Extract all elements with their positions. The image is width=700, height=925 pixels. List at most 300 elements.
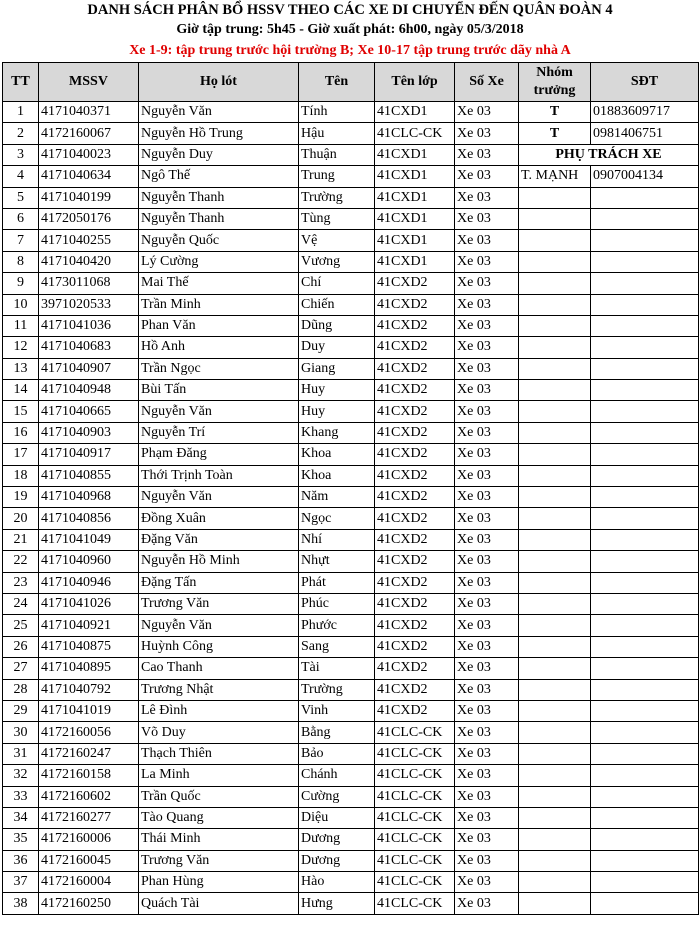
cell-sdt: 01883609717: [591, 102, 699, 123]
table-row: [3, 529, 699, 550]
cell-mssv: 4171040683: [39, 337, 139, 358]
cell-ten: Vệ: [299, 230, 375, 251]
table-row: [3, 123, 699, 144]
table-row: [3, 722, 699, 743]
cell-sdt: [591, 337, 699, 358]
document-header: [0, 0, 700, 62]
cell-sdt: [591, 251, 699, 272]
cell-so-xe: Xe 03: [455, 615, 519, 636]
cell-mssv: 4171041026: [39, 593, 139, 614]
cell-ten-lop: 41CXD1: [375, 144, 455, 165]
cell-ten: Dũng: [299, 315, 375, 336]
table-row: [3, 380, 699, 401]
cell-tt: 33: [3, 786, 39, 807]
cell-ten-lop: 41CXD2: [375, 294, 455, 315]
cell-tt: 21: [3, 529, 39, 550]
cell-ten-lop: 41CLC-CK: [375, 807, 455, 828]
cell-ten: Tính: [299, 102, 375, 123]
cell-tt: 37: [3, 872, 39, 893]
cell-ten-lop: 41CLC-CK: [375, 722, 455, 743]
cell-so-xe: Xe 03: [455, 765, 519, 786]
cell-nhom-truong: [519, 230, 591, 251]
table-row: [3, 786, 699, 807]
cell-ho-lot: Võ Duy: [139, 722, 299, 743]
cell-ten-lop: 41CXD2: [375, 465, 455, 486]
cell-sdt: [591, 422, 699, 443]
table-row: [3, 166, 699, 187]
table-row: [3, 144, 699, 165]
cell-sdt: [591, 679, 699, 700]
cell-sdt: [591, 208, 699, 229]
cell-nhom-truong: [519, 572, 591, 593]
cell-ho-lot: Ngô Thế: [139, 166, 299, 187]
cell-nhom-truong: [519, 786, 591, 807]
cell-sdt: [591, 722, 699, 743]
cell-ten: Huy: [299, 380, 375, 401]
cell-mssv: 4171041036: [39, 315, 139, 336]
cell-ten: Bằng: [299, 722, 375, 743]
cell-ten: Phát: [299, 572, 375, 593]
cell-nhom-truong: [519, 187, 591, 208]
cell-tt: 13: [3, 358, 39, 379]
cell-mssv: 4171040895: [39, 658, 139, 679]
cell-sdt: [591, 508, 699, 529]
cell-ten-lop: 41CLC-CK: [375, 743, 455, 764]
cell-so-xe: Xe 03: [455, 786, 519, 807]
cell-ten: Trường: [299, 187, 375, 208]
table-row: [3, 401, 699, 422]
cell-ho-lot: Cao Thanh: [139, 658, 299, 679]
cell-nhom-truong: [519, 487, 591, 508]
table-row: [3, 807, 699, 828]
cell-ho-lot: Trương Văn: [139, 593, 299, 614]
cell-so-xe: Xe 03: [455, 380, 519, 401]
cell-nhom-truong: [519, 422, 591, 443]
cell-sdt: [591, 593, 699, 614]
cell-tt: 31: [3, 743, 39, 764]
cell-so-xe: Xe 03: [455, 337, 519, 358]
cell-ten-lop: 41CXD2: [375, 593, 455, 614]
cell-so-xe: Xe 03: [455, 144, 519, 165]
cell-ho-lot: Nguyễn Văn: [139, 487, 299, 508]
cell-mssv: 4172160158: [39, 765, 139, 786]
cell-mssv: 3971020533: [39, 294, 139, 315]
cell-mssv: 4172160247: [39, 743, 139, 764]
cell-nhom-truong: [519, 829, 591, 850]
cell-ten: Huy: [299, 401, 375, 422]
cell-sdt: [591, 529, 699, 550]
cell-ten-lop: 41CXD2: [375, 401, 455, 422]
cell-ten: Bảo: [299, 743, 375, 764]
cell-mssv: 4171041049: [39, 529, 139, 550]
cell-nhom-truong: [519, 465, 591, 486]
cell-ten-lop: 41CLC-CK: [375, 872, 455, 893]
cell-ten: Thuận: [299, 144, 375, 165]
cell-so-xe: Xe 03: [455, 294, 519, 315]
table-row: [3, 208, 699, 229]
cell-mssv: 4171040960: [39, 551, 139, 572]
cell-so-xe: Xe 03: [455, 187, 519, 208]
cell-ho-lot: Lê Đình: [139, 700, 299, 721]
cell-so-xe: Xe 03: [455, 487, 519, 508]
cell-nhom-truong: [519, 551, 591, 572]
cell-ten: Hậu: [299, 123, 375, 144]
cell-so-xe: Xe 03: [455, 508, 519, 529]
cell-sdt: [591, 765, 699, 786]
cell-tt: 30: [3, 722, 39, 743]
cell-so-xe: Xe 03: [455, 166, 519, 187]
table-row: [3, 850, 699, 871]
cell-nhom-truong: [519, 251, 591, 272]
cell-ho-lot: Lý Cường: [139, 251, 299, 272]
cell-sdt: [591, 636, 699, 657]
cell-mssv: 4171040855: [39, 465, 139, 486]
cell-sdt: [591, 743, 699, 764]
cell-so-xe: Xe 03: [455, 807, 519, 828]
cell-tt: 5: [3, 187, 39, 208]
cell-sdt: [591, 700, 699, 721]
table-row: [3, 551, 699, 572]
cell-ten-lop: 41CXD2: [375, 551, 455, 572]
cell-ten-lop: 41CLC-CK: [375, 850, 455, 871]
cell-tt: 18: [3, 465, 39, 486]
cell-nhom-truong: [519, 893, 591, 914]
header-ho-lot: Họ lót: [139, 63, 299, 102]
cell-nhom-truong: [519, 722, 591, 743]
cell-ho-lot: Nguyễn Hồ Trung: [139, 123, 299, 144]
cell-ten: Khoa: [299, 444, 375, 465]
cell-nhom-truong: [519, 679, 591, 700]
cell-so-xe: Xe 03: [455, 572, 519, 593]
table-row: [3, 700, 699, 721]
cell-mssv: 4171040634: [39, 166, 139, 187]
cell-ten-lop: 41CXD2: [375, 358, 455, 379]
phu-trach-xe-label: PHỤ TRÁCH XE: [519, 144, 699, 165]
cell-ten-lop: 41CLC-CK: [375, 829, 455, 850]
cell-ten-lop: 41CXD2: [375, 315, 455, 336]
cell-mssv: 4173011068: [39, 273, 139, 294]
cell-sdt: [591, 615, 699, 636]
cell-ten-lop: 41CXD2: [375, 337, 455, 358]
cell-tt: 25: [3, 615, 39, 636]
cell-ho-lot: Nguyễn Trí: [139, 422, 299, 443]
cell-ho-lot: Phạm Đăng: [139, 444, 299, 465]
cell-nhom-truong: [519, 615, 591, 636]
cell-ten-lop: 41CXD2: [375, 636, 455, 657]
cell-ho-lot: Nguyễn Thanh: [139, 208, 299, 229]
table-row: [3, 893, 699, 914]
table-header-row: [3, 63, 699, 102]
cell-tt: 10: [3, 294, 39, 315]
cell-nhom-truong: [519, 593, 591, 614]
cell-tt: 11: [3, 315, 39, 336]
cell-sdt: [591, 893, 699, 914]
cell-nhom-truong: [519, 529, 591, 550]
cell-mssv: 4171040023: [39, 144, 139, 165]
cell-ho-lot: Thạch Thiên: [139, 743, 299, 764]
header-ten: Tên: [299, 63, 375, 102]
cell-so-xe: Xe 03: [455, 208, 519, 229]
cell-ten: Sang: [299, 636, 375, 657]
cell-ten-lop: 41CXD2: [375, 508, 455, 529]
document-subtitle: Giờ tập trung: 5h45 - Giờ xuất phát: 6h00, ngày 05/3/2018: [176, 22, 524, 37]
cell-tt: 36: [3, 850, 39, 871]
document-title: DANH SÁCH PHÂN BỔ HSSV THEO CÁC XE DI CHUYỂN ĐẾN QUÂN ĐOÀN 4: [87, 2, 613, 18]
cell-mssv: 4171040968: [39, 487, 139, 508]
cell-so-xe: Xe 03: [455, 401, 519, 422]
table-row: [3, 765, 699, 786]
cell-sdt: [591, 551, 699, 572]
cell-nhom-truong: [519, 444, 591, 465]
cell-ho-lot: Phan Văn: [139, 315, 299, 336]
cell-ten: Duy: [299, 337, 375, 358]
cell-nhom-truong: T. MẠNH: [519, 166, 591, 187]
table-row: [3, 615, 699, 636]
cell-ten-lop: 41CXD1: [375, 102, 455, 123]
cell-mssv: 4172160056: [39, 722, 139, 743]
cell-ten: Nhí: [299, 529, 375, 550]
cell-so-xe: Xe 03: [455, 251, 519, 272]
cell-mssv: 4171040903: [39, 422, 139, 443]
cell-ten-lop: 41CXD2: [375, 658, 455, 679]
cell-tt: 35: [3, 829, 39, 850]
cell-sdt: [591, 401, 699, 422]
cell-ho-lot: Phan Hùng: [139, 872, 299, 893]
cell-ten: Trung: [299, 166, 375, 187]
cell-sdt: [591, 829, 699, 850]
cell-so-xe: Xe 03: [455, 422, 519, 443]
cell-ten-lop: 41CXD2: [375, 572, 455, 593]
cell-mssv: 4171040948: [39, 380, 139, 401]
cell-ten-lop: 41CLC-CK: [375, 123, 455, 144]
cell-so-xe: Xe 03: [455, 123, 519, 144]
cell-ten-lop: 41CXD2: [375, 700, 455, 721]
cell-ho-lot: Đồng Xuân: [139, 508, 299, 529]
table-row: [3, 315, 699, 336]
cell-sdt: [591, 273, 699, 294]
cell-ten: Chiến: [299, 294, 375, 315]
cell-tt: 20: [3, 508, 39, 529]
header-so-xe: Số Xe: [455, 63, 519, 102]
cell-ten: Chí: [299, 273, 375, 294]
cell-tt: 34: [3, 807, 39, 828]
cell-so-xe: Xe 03: [455, 273, 519, 294]
cell-ten-lop: 41CXD2: [375, 679, 455, 700]
cell-tt: 19: [3, 487, 39, 508]
cell-nhom-truong: [519, 358, 591, 379]
cell-so-xe: Xe 03: [455, 315, 519, 336]
cell-so-xe: Xe 03: [455, 529, 519, 550]
header-sdt: SĐT: [591, 63, 699, 102]
cell-ten-lop: 41CLC-CK: [375, 893, 455, 914]
cell-mssv: 4172050176: [39, 208, 139, 229]
cell-nhom-truong: [519, 765, 591, 786]
cell-sdt: [591, 786, 699, 807]
cell-tt: 14: [3, 380, 39, 401]
table-row: [3, 829, 699, 850]
table-row: [3, 444, 699, 465]
cell-ho-lot: Nguyễn Văn: [139, 102, 299, 123]
cell-so-xe: Xe 03: [455, 465, 519, 486]
table-row: [3, 230, 699, 251]
cell-nhom-truong: [519, 315, 591, 336]
cell-ten: Hưng: [299, 893, 375, 914]
cell-nhom-truong: [519, 337, 591, 358]
cell-tt: 9: [3, 273, 39, 294]
cell-mssv: 4172160067: [39, 123, 139, 144]
student-bus-table: [2, 62, 699, 915]
cell-mssv: 4172160277: [39, 807, 139, 828]
cell-nhom-truong: T: [519, 102, 591, 123]
table-row: [3, 187, 699, 208]
table-row: [3, 337, 699, 358]
cell-ten-lop: 41CXD2: [375, 380, 455, 401]
cell-tt: 32: [3, 765, 39, 786]
cell-nhom-truong: [519, 208, 591, 229]
cell-so-xe: Xe 03: [455, 551, 519, 572]
header-tt: TT: [3, 63, 39, 102]
cell-ten-lop: 41CXD1: [375, 251, 455, 272]
cell-sdt: [591, 658, 699, 679]
cell-so-xe: Xe 03: [455, 850, 519, 871]
cell-ten-lop: 41CXD2: [375, 487, 455, 508]
cell-sdt: [591, 872, 699, 893]
gathering-note: Xe 1-9: tập trung trước hội trường B; Xe 10-17 tập trung trước dãy nhà A: [129, 43, 571, 58]
cell-nhom-truong: [519, 807, 591, 828]
table-row: [3, 102, 699, 123]
cell-ten: Phúc: [299, 593, 375, 614]
cell-so-xe: Xe 03: [455, 743, 519, 764]
cell-ten-lop: 41CXD2: [375, 422, 455, 443]
cell-tt: 29: [3, 700, 39, 721]
cell-ten-lop: 41CXD1: [375, 166, 455, 187]
cell-tt: 38: [3, 893, 39, 914]
cell-ho-lot: Trương Nhật: [139, 679, 299, 700]
table-row: [3, 679, 699, 700]
cell-mssv: 4171040946: [39, 572, 139, 593]
cell-sdt: [591, 230, 699, 251]
cell-ten: Giang: [299, 358, 375, 379]
cell-so-xe: Xe 03: [455, 358, 519, 379]
header-ten-lop: Tên lớp: [375, 63, 455, 102]
cell-ho-lot: Huỳnh Công: [139, 636, 299, 657]
cell-mssv: 4172160250: [39, 893, 139, 914]
cell-mssv: 4172160004: [39, 872, 139, 893]
cell-so-xe: Xe 03: [455, 700, 519, 721]
cell-ten: Tài: [299, 658, 375, 679]
cell-nhom-truong: [519, 636, 591, 657]
cell-mssv: 4171040917: [39, 444, 139, 465]
cell-mssv: 4171040875: [39, 636, 139, 657]
cell-ho-lot: Trần Minh: [139, 294, 299, 315]
cell-sdt: [591, 850, 699, 871]
cell-so-xe: Xe 03: [455, 893, 519, 914]
cell-ten-lop: 41CXD1: [375, 230, 455, 251]
cell-sdt: [591, 487, 699, 508]
table-row: [3, 294, 699, 315]
table-row: [3, 251, 699, 272]
cell-so-xe: Xe 03: [455, 829, 519, 850]
cell-ho-lot: Tào Quang: [139, 807, 299, 828]
cell-mssv: 4172160045: [39, 850, 139, 871]
cell-nhom-truong: [519, 380, 591, 401]
cell-nhom-truong: [519, 401, 591, 422]
cell-tt: 12: [3, 337, 39, 358]
cell-ho-lot: Bùi Tấn: [139, 380, 299, 401]
cell-ten: Phước: [299, 615, 375, 636]
cell-sdt: [591, 380, 699, 401]
cell-tt: 23: [3, 572, 39, 593]
cell-ho-lot: Nguyễn Văn: [139, 401, 299, 422]
cell-sdt: [591, 294, 699, 315]
cell-tt: 28: [3, 679, 39, 700]
table-row: [3, 636, 699, 657]
cell-nhom-truong: [519, 273, 591, 294]
cell-ten: Tùng: [299, 208, 375, 229]
table-row: [3, 508, 699, 529]
cell-ten: Khang: [299, 422, 375, 443]
cell-nhom-truong: [519, 658, 591, 679]
table-row: [3, 465, 699, 486]
cell-ho-lot: Nguyễn Văn: [139, 615, 299, 636]
cell-tt: 7: [3, 230, 39, 251]
cell-tt: 27: [3, 658, 39, 679]
cell-ho-lot: Đặng Văn: [139, 529, 299, 550]
cell-so-xe: Xe 03: [455, 444, 519, 465]
cell-ten: Vương: [299, 251, 375, 272]
cell-ho-lot: La Minh: [139, 765, 299, 786]
cell-sdt: [591, 807, 699, 828]
table-row: [3, 273, 699, 294]
cell-tt: 3: [3, 144, 39, 165]
table-row: [3, 358, 699, 379]
cell-ho-lot: Nguyễn Duy: [139, 144, 299, 165]
cell-ten-lop: 41CXD1: [375, 187, 455, 208]
table-row: [3, 422, 699, 443]
cell-ten: Hào: [299, 872, 375, 893]
cell-sdt: [591, 187, 699, 208]
cell-tt: 17: [3, 444, 39, 465]
cell-tt: 26: [3, 636, 39, 657]
table-body: [3, 102, 699, 915]
cell-ten-lop: 41CLC-CK: [375, 786, 455, 807]
table-row: [3, 872, 699, 893]
cell-ho-lot: Thới Trịnh Toàn: [139, 465, 299, 486]
header-mssv: MSSV: [39, 63, 139, 102]
cell-ten-lop: 41CXD2: [375, 615, 455, 636]
cell-sdt: 0981406751: [591, 123, 699, 144]
cell-nhom-truong: [519, 508, 591, 529]
cell-ten: Chánh: [299, 765, 375, 786]
cell-ten: Diệu: [299, 807, 375, 828]
cell-ten-lop: 41CXD2: [375, 444, 455, 465]
cell-ten: Nhựt: [299, 551, 375, 572]
cell-tt: 22: [3, 551, 39, 572]
cell-mssv: 4171041019: [39, 700, 139, 721]
cell-ho-lot: Hồ Anh: [139, 337, 299, 358]
cell-sdt: [591, 315, 699, 336]
cell-tt: 15: [3, 401, 39, 422]
cell-mssv: 4172160602: [39, 786, 139, 807]
cell-ten: Cường: [299, 786, 375, 807]
cell-mssv: 4171040420: [39, 251, 139, 272]
cell-mssv: 4171040856: [39, 508, 139, 529]
cell-sdt: [591, 358, 699, 379]
cell-ho-lot: Nguyễn Quốc: [139, 230, 299, 251]
table-row: [3, 572, 699, 593]
cell-so-xe: Xe 03: [455, 658, 519, 679]
header-nhom-truong: Nhóm trưởng: [519, 63, 591, 102]
